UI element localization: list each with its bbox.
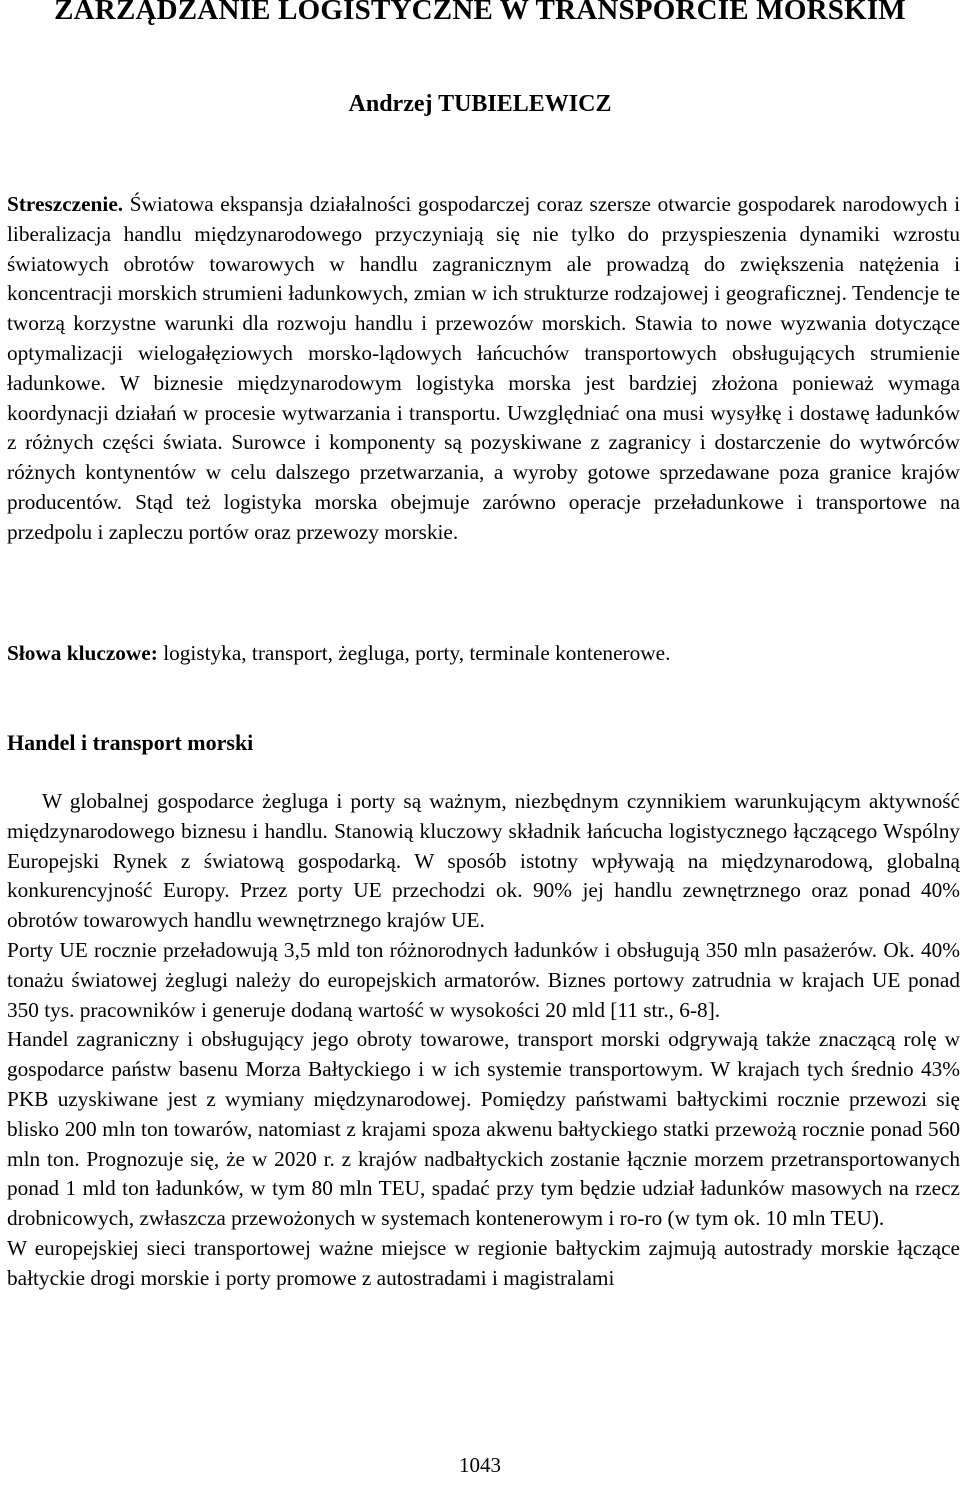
body-paragraph: Porty UE rocznie przeładowują 3,5 mld ton różnorodnych ładunków i obsługują 350 mln pasażerów. Ok. 40% tonażu światowej żeglugi należy do europejskich armatorów. Biznes portowy zatrudnia w krajach UE ponad 350 tys. pracowników i generuje dodaną wartość w wysokości 20 mld [11 str., 6-8].: [7, 937, 960, 1022]
section-heading: Handel i transport morski: [7, 730, 254, 755]
author-name: Andrzej TUBIELEWICZ: [348, 91, 612, 117]
paper-title: ZARZĄDZANIE LOGISTYCZNE W TRANSPORCIE MORSKIM: [54, 0, 906, 26]
body-paragraph: W globalnej gospodarce żegluga i porty są ważnym, niezbędnym czynnikiem warunkującym aktywność międzynarodowego biznesu i handlu. Stanowią kluczowy składnik łańcucha logistycznego łączącego Wspólny Europejski Rynek z światową gospodarką. W sposób istotny wpływają na międzynarodową, globalną konkurencyjność Europy. Przez porty UE przechodzi ok. 90% jej handlu zewnętrznego oraz ponad 40% obrotów towarowych handlu wewnętrznego krajów UE.: [7, 789, 960, 933]
abstract-paragraph: [7, 190, 960, 548]
body-paragraph: Handel zagraniczny i obsługujący jego obroty towarowe, transport morski odgrywają także znaczącą rolę w gospodarce państw basenu Morza Bałtyckiego i w ich systemie transportowym. W krajach tych średnio 43% PKB uzyskiwane jest z wymiany międzynarodowej. Pomiędzy państwami bałtyckimi rocznie przewozi się blisko 200 mln ton towarów, natomiast z krajami spoza akwenu bałtyckiego statki przewożą rocznie ponad 560 mln ton. Prognozuje się, że w 2020 r. z krajów nadbałtyckich zostanie łącznie morzem przetransportowanych ponad 1 mld ton ładunków, w tym 80 mln TEU, spadać przy tym będzie udział ładunków masowych na rzecz drobnicowych, zwłaszcza przewożonych w systemach kontenerowym i ro-ro (w tym ok. 10 mln TEU).: [7, 1027, 960, 1231]
abstract-text: Światowa ekspansja działalności gospodarczej coraz szersze otwarcie gospodarek narodowych i liberalizacja handlu międzynarodowego przyczyniają się nie tylko do przyspieszenia dynamiki wzrostu światowych obrotów towarowych w handlu zagranicznym ale prowadzą do zwiększenia natężenia i koncentracji morskich strumieni ładunkowych, zmian w ich strukturze rodzajowej i geograficznej. Tendencje te tworzą korzystne warunki dla rozwoju handlu i przewozów morskich. Stawia to nowe wyzwania dotyczące optymalizacji wielogałęziowych morsko-lądowych łańcuchów transportowych obsługujących strumienie ładunkowe. W biznesie międzynarodowym logistyka morska jest bardziej złożona ponieważ wymaga koordynacji działań w procesie wytwarzania i transportu. Uwzględniać ona musi wysyłkę i dostawę ładunków z różnych części świata. Surowce i komponenty są pozyskiwane z zagranicy i dostarczenie do wytwórców różnych kontynentów w celu dalszego przetwarzania, a wyroby gotowe sprzedawane poza granice krajów producentów. Stąd też logistyka morska obejmuje zarówno operacje przeładunkowe i transportowe na przedpolu i zapleczu portów oraz przewozy morskie.: [7, 192, 960, 544]
page-number: 1043: [459, 1453, 501, 1477]
keywords-paragraph: [7, 639, 960, 669]
body-paragraph: W europejskiej sieci transportowej ważne miejsce w regionie bałtyckim zajmują autostrady morskie łączące bałtyckie drogi morskie i porty promowe z autostradami i magistralami: [7, 1235, 960, 1290]
keywords-text: logistyka, transport, żegluga, porty, terminale kontenerowe.: [163, 641, 671, 665]
abstract-label: Streszczenie.: [7, 192, 124, 216]
keywords-label: Słowa kluczowe:: [7, 641, 158, 665]
section-body: [7, 787, 960, 1294]
